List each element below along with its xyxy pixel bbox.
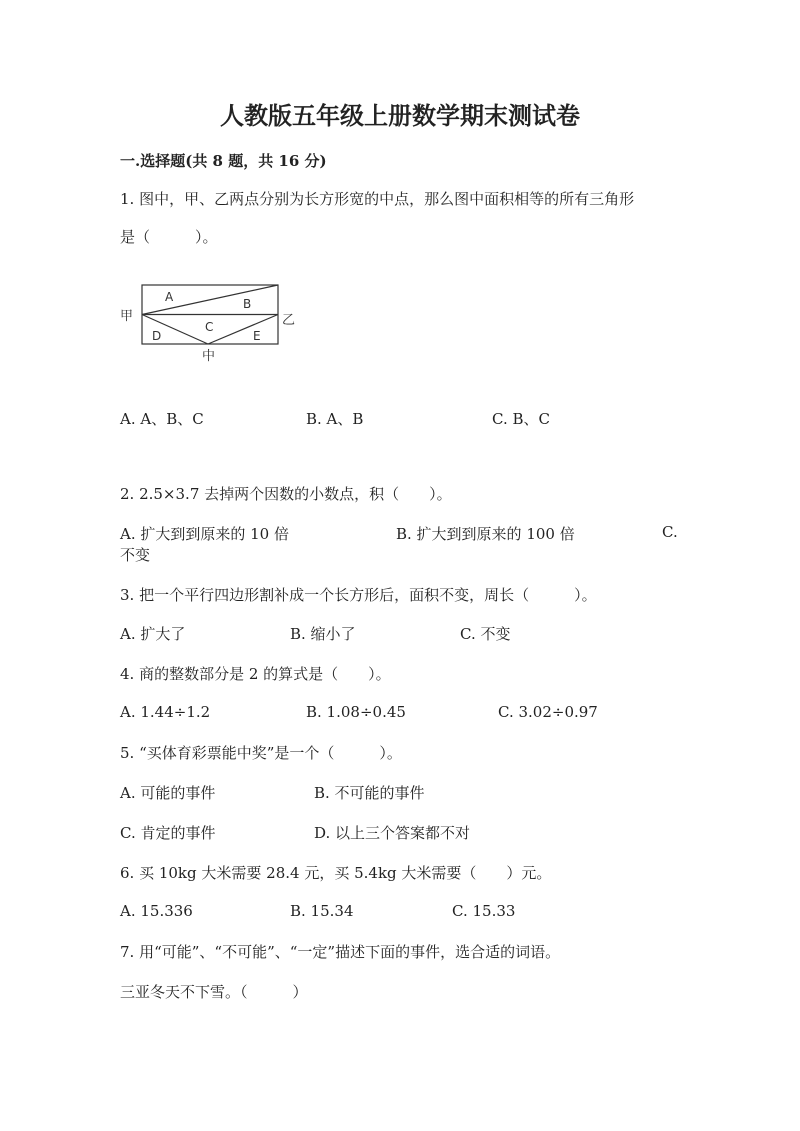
question-2-text: 2. 2.5×3.7 去掉两个因数的小数点，积（ ）。 [120, 485, 452, 503]
label-e: E [253, 329, 261, 343]
label-c: C [205, 320, 214, 334]
label-a: A [165, 290, 174, 304]
label-b: B [243, 297, 252, 311]
question-6-text: 6. 买 10kg 大米需要 28.4 元，买 5.4kg 大米需要（ ）元。 [120, 864, 552, 882]
label-yi: 乙 [282, 313, 296, 328]
q1-option-b: B. A、B [306, 410, 364, 428]
label-zhong: 中 [202, 349, 216, 364]
q6-option-c: C. 15.33 [452, 902, 516, 920]
q5-option-a: A. 可能的事件 [120, 784, 216, 802]
q4-option-c: C. 3.02÷0.97 [498, 703, 598, 721]
question-1-text: 1. 图中，甲、乙两点分别为长方形宽的中点，那么图中面积相等的所有三角形 [120, 190, 635, 208]
question-1-text-cont: 是（ ）。 [120, 228, 218, 246]
q5-option-d: D. 以上三个答案都不对 [314, 824, 471, 842]
question-4-text: 4. 商的整数部分是 2 的算式是（ ）。 [120, 665, 391, 683]
q5-option-c: C. 肯定的事件 [120, 824, 216, 842]
q1-option-c: C. B、C [492, 410, 550, 428]
q4-option-a: A. 1.44÷1.2 [120, 703, 211, 721]
q2-option-c-cont: 不变 [120, 546, 151, 564]
section-heading: 一.选择题(共 8 题，共 16 分) [120, 152, 327, 170]
question-7-item-1: 三亚冬天不下雪。（ ） [120, 983, 308, 1001]
q1-option-a: A. A、B、C [120, 410, 204, 428]
q2-option-a: A. 扩大到到原来的 10 倍 [120, 525, 289, 543]
question-7-text: 7. 用“可能”、“不可能”、“一定”描述下面的事件，选合适的词语。 [120, 943, 561, 961]
page-title: 人教版五年级上册数学期末测试卷 [220, 101, 580, 130]
label-jia: 甲 [120, 309, 134, 324]
q3-option-c: C. 不变 [460, 625, 511, 643]
q4-option-b: B. 1.08÷0.45 [306, 703, 406, 721]
question-3-text: 3. 把一个平行四边形割补成一个长方形后，面积不变，周长（ ）。 [120, 586, 597, 604]
q2-option-c: C. [662, 523, 678, 541]
q3-option-a: A. 扩大了 [120, 625, 186, 643]
diagonal-line [142, 285, 278, 315]
right-triangle-edge [208, 315, 278, 345]
q6-option-a: A. 15.336 [120, 902, 193, 920]
question-5-text: 5. “买体育彩票能中奖”是一个（ ）。 [120, 744, 402, 762]
label-d: D [152, 329, 162, 343]
question-1-figure [118, 276, 308, 368]
q2-option-b: B. 扩大到到原来的 100 倍 [396, 525, 575, 543]
q3-option-b: B. 缩小了 [290, 625, 356, 643]
q6-option-b: B. 15.34 [290, 902, 354, 920]
q5-option-b: B. 不可能的事件 [314, 784, 425, 802]
